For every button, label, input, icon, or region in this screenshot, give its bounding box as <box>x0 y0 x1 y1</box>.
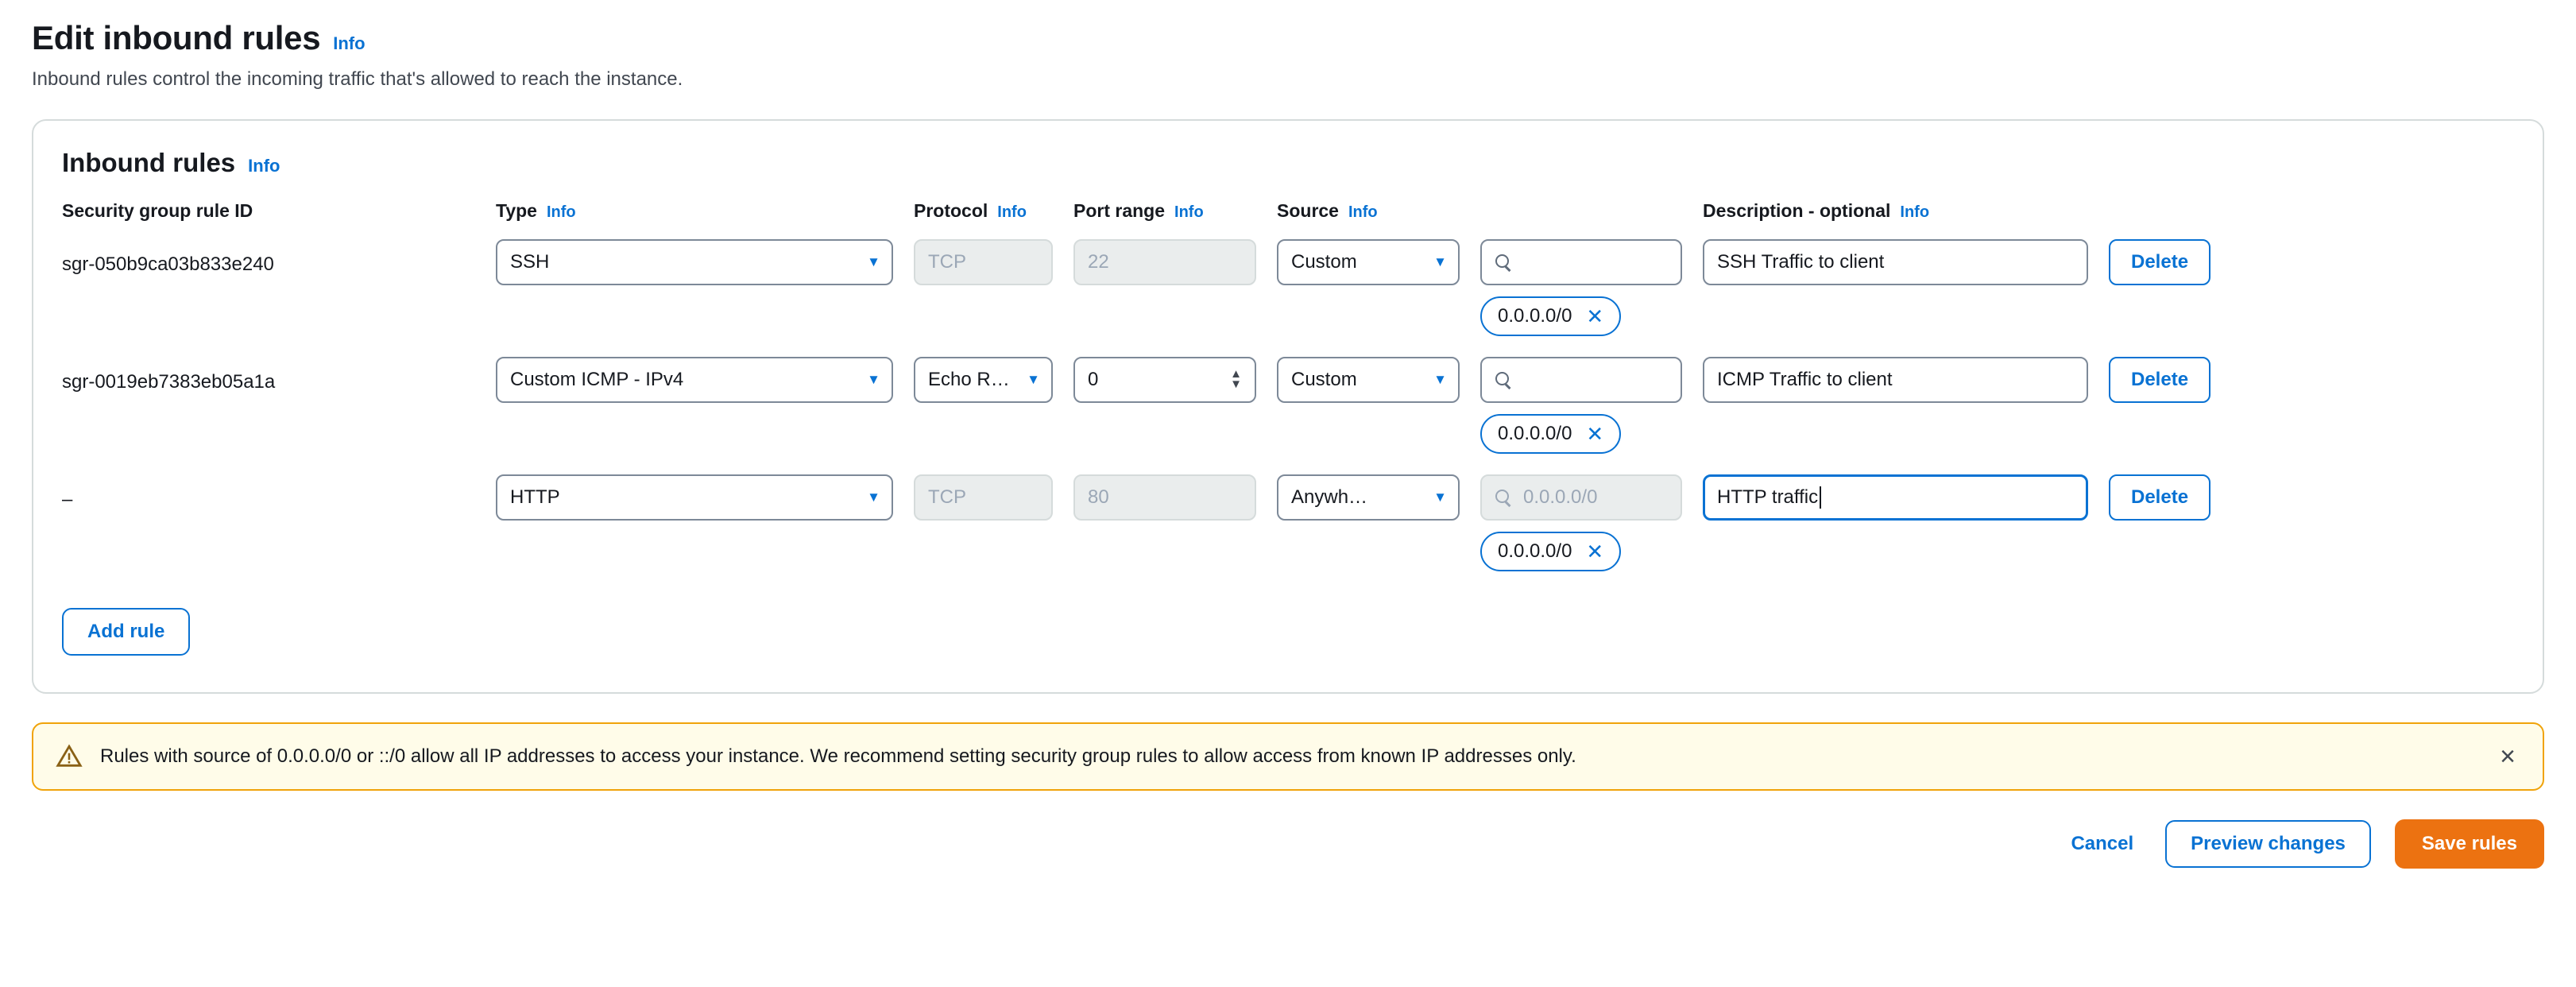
warning-icon <box>56 743 83 770</box>
actions-cell <box>2109 357 2264 424</box>
chevron-down-icon: ▼ <box>867 372 880 387</box>
port-range-input <box>1073 239 1256 285</box>
footer-actions <box>32 819 2544 884</box>
page-title: Edit inbound rules <box>32 19 321 56</box>
port-range-cell <box>1073 239 1256 306</box>
type-select[interactable] <box>496 357 893 403</box>
protocol-select[interactable] <box>914 357 1053 403</box>
type-select[interactable] <box>496 239 893 285</box>
warning-alert-text: Rules with source of 0.0.0.0/0 or ::/0 allow all IP addresses to access your instance. We recommend setting security group rules to allow access from known IP addresses only. <box>100 745 1576 767</box>
search-icon <box>1495 371 1512 389</box>
column-header-type-label: Type <box>496 200 537 221</box>
source-token-label: 0.0.0.0/0 <box>1498 423 1572 444</box>
type-cell <box>496 239 893 306</box>
description-input[interactable] <box>1703 357 2088 403</box>
source-type-value: Custom <box>1291 369 1357 390</box>
add-rule-wrapper <box>62 608 2514 656</box>
source-token <box>1480 296 1621 336</box>
column-header-port-range <box>1073 200 1256 239</box>
warning-alert <box>32 722 2544 791</box>
inbound-rules-container <box>32 119 2544 694</box>
column-header-protocol <box>914 200 1053 239</box>
source-info-link[interactable]: Info <box>1348 203 1378 221</box>
type-select-value: SSH <box>510 251 550 273</box>
source-search-placeholder: 0.0.0.0/0 <box>1523 486 1598 508</box>
rule-id-value: – <box>62 489 73 510</box>
delete-rule-button[interactable]: Delete <box>2109 474 2210 521</box>
chevron-down-icon: ▼ <box>1433 490 1447 505</box>
search-icon <box>1495 489 1512 506</box>
source-type-select[interactable] <box>1277 474 1460 521</box>
source-cell <box>1277 239 1682 357</box>
stepper-arrows-icon[interactable]: ▲ ▼ <box>1230 367 1242 391</box>
type-info-link[interactable]: Info <box>546 203 576 221</box>
source-type-value: Custom <box>1291 251 1357 273</box>
type-cell <box>496 357 893 424</box>
table-row <box>62 239 475 296</box>
source-search-input[interactable] <box>1480 239 1682 285</box>
port-range-value: 0 <box>1088 369 1099 390</box>
column-header-description <box>1703 200 2088 239</box>
protocol-input <box>914 474 1053 521</box>
chevron-down-icon: ▼ <box>867 490 880 505</box>
search-icon <box>1495 254 1512 271</box>
port-range-cell <box>1073 474 1256 541</box>
description-value: ICMP Traffic to client <box>1717 369 1893 390</box>
description-cell <box>1703 357 2088 424</box>
column-header-actions <box>2109 200 2264 218</box>
column-header-description-label: Description - optional <box>1703 200 1891 221</box>
table-row <box>62 474 475 532</box>
column-header-protocol-label: Protocol <box>914 200 988 221</box>
source-type-select[interactable] <box>1277 357 1460 403</box>
source-token <box>1480 414 1621 454</box>
port-range-input <box>1073 474 1256 521</box>
rule-id-value: sgr-0019eb7383eb05a1a <box>62 371 276 393</box>
panel-header <box>62 148 2514 178</box>
description-cell <box>1703 474 2088 541</box>
page-header <box>32 19 2544 57</box>
type-select-value: HTTP <box>510 486 560 508</box>
panel-title: Inbound rules <box>62 148 236 177</box>
delete-rule-button[interactable]: Delete <box>2109 239 2210 285</box>
chevron-down-icon: ▼ <box>867 254 880 269</box>
protocol-value: TCP <box>928 251 966 273</box>
description-input[interactable] <box>1703 239 2088 285</box>
port-range-stepper[interactable] <box>1073 357 1256 403</box>
type-cell <box>496 474 893 541</box>
panel-info-link[interactable]: Info <box>248 156 280 176</box>
port-range-cell <box>1073 357 1256 424</box>
type-select[interactable] <box>496 474 893 521</box>
type-select-value: Custom ICMP - IPv4 <box>510 369 684 390</box>
protocol-cell <box>914 474 1053 541</box>
chevron-down-icon: ▼ <box>1027 372 1040 387</box>
source-token <box>1480 532 1621 571</box>
column-header-source <box>1277 200 1682 239</box>
rules-grid <box>62 200 2514 592</box>
table-row <box>62 357 475 414</box>
protocol-info-link[interactable]: Info <box>997 203 1027 221</box>
description-input[interactable] <box>1703 474 2088 521</box>
add-rule-button[interactable]: Add rule <box>62 608 190 656</box>
protocol-value: TCP <box>928 486 966 508</box>
actions-cell <box>2109 239 2264 306</box>
source-cell <box>1277 357 1682 474</box>
chevron-down-icon: ▼ <box>1433 372 1447 387</box>
column-header-port-range-label: Port range <box>1073 200 1166 221</box>
preview-changes-button[interactable]: Preview changes <box>2165 820 2371 868</box>
description-value: HTTP traffic <box>1717 486 1819 508</box>
close-icon[interactable]: ✕ <box>1586 304 1604 328</box>
source-token-label: 0.0.0.0/0 <box>1498 305 1572 327</box>
actions-cell <box>2109 474 2264 541</box>
column-header-type <box>496 200 893 239</box>
source-token-label: 0.0.0.0/0 <box>1498 540 1572 562</box>
column-header-source-label: Source <box>1277 200 1339 221</box>
source-type-select[interactable] <box>1277 239 1460 285</box>
port-range-value: 80 <box>1088 486 1109 508</box>
page-subtitle: Inbound rules control the incoming traffic that's allowed to reach the instance. <box>32 68 683 90</box>
text-cursor <box>1820 486 1821 509</box>
column-header-rule-id-label: Security group rule ID <box>62 200 253 221</box>
source-cell <box>1277 474 1682 592</box>
source-search-input <box>1480 474 1682 521</box>
description-cell <box>1703 239 2088 306</box>
column-header-rule-id <box>62 200 475 239</box>
protocol-input <box>914 239 1053 285</box>
protocol-cell <box>914 239 1053 306</box>
close-icon[interactable]: ✕ <box>1586 540 1604 563</box>
source-type-value: Anywh… <box>1291 486 1368 508</box>
protocol-value: Echo R… <box>928 369 1010 390</box>
source-search-input[interactable] <box>1480 357 1682 403</box>
port-range-info-link[interactable]: Info <box>1174 203 1204 221</box>
port-range-value: 22 <box>1088 251 1109 273</box>
page-info-link[interactable]: Info <box>333 33 366 53</box>
protocol-cell <box>914 357 1053 424</box>
rule-id-value: sgr-050b9ca03b833e240 <box>62 254 274 275</box>
cancel-button[interactable]: Cancel <box>2071 833 2134 854</box>
description-value: SSH Traffic to client <box>1717 251 1885 273</box>
description-info-link[interactable]: Info <box>1900 203 1930 221</box>
close-icon[interactable]: × <box>2500 741 2516 772</box>
close-icon[interactable]: ✕ <box>1586 422 1604 446</box>
save-rules-button[interactable]: Save rules <box>2395 819 2544 869</box>
delete-rule-button[interactable]: Delete <box>2109 357 2210 403</box>
chevron-down-icon: ▼ <box>1433 254 1447 269</box>
